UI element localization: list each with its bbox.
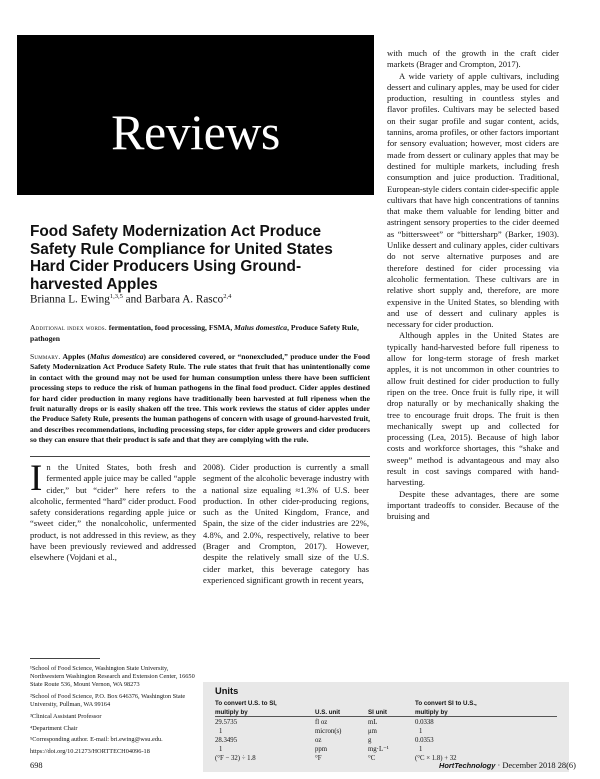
units-divider	[215, 716, 557, 717]
factor-to-us: 1	[419, 728, 423, 735]
header-to-si: To convert U.S. to SI,	[215, 700, 277, 707]
index-words-species: Malus domestica	[234, 323, 288, 332]
reviews-banner	[17, 35, 374, 195]
us-unit: oz	[315, 737, 322, 744]
abstract-text: ) are considered covered, or “nonexcluded,” produce under the Food Safety Modernization Act Produce Safety Rule. The rule states that fruit that has unintentionally come in contact with the ground may not be used for human consumption unless there have been sufficient processing steps to reduce the risk of human pathogens in the final food product. Cider apples destined for hard cider production in many regions have traditionally been harvested at full ripeness when the fruit naturally drops or is easily shaken off the tree. This work reviews the status of cider apples under the Produce Safety Rule, presents the human pathogens of concern with usage of ground-harvested fruit, and describes recommendations, including processing steps, for cider apple growers and cider producers so they can ensure that their product is safe and that they are complying with the rule.	[30, 352, 370, 445]
factor-to-us: 0.0353	[415, 737, 434, 744]
footnote: ¹School of Food Science, Washington State University, Northwestern Washington Research and Extension Center, 16650 State Route 536, Mount Vernon, WA 98273	[30, 665, 195, 689]
units-title: Units	[215, 686, 239, 696]
journal-name: HortTechnology	[439, 761, 496, 770]
body-paragraph: 2008). Cider production is currently a small segment of the alcoholic beverage industry with a national size equaling ≈1.3% of U.S. beer production. In other cider-producing regions, such as the United Kingdom, France, and Spain, the size of the cider industries are 22%, 4.8%, and 2.0%, respectively, relative to beer (Brager and Crompton, 2017). However, despite the relatively small size of the U.S. cider market, this beverage category has experienced significant growth in recent years,	[203, 462, 369, 585]
author-name: Brianna L. Ewing	[30, 293, 110, 306]
article-title: Food Safety Modernization Act Produce Safety Rule Compliance for United States Hard Cider Producers Using Ground-harvested Apples	[30, 223, 333, 293]
footnote: ⁴Department Chair	[30, 724, 78, 732]
author-line	[30, 293, 370, 306]
factor-to-us: (°C × 1.8) + 32	[415, 755, 457, 762]
drop-cap: I	[30, 458, 43, 499]
issue-info: · December 2018 28(6)	[495, 761, 576, 770]
footnotes	[30, 665, 196, 760]
us-unit: fl oz	[315, 719, 328, 726]
section-heading: Reviews	[111, 104, 280, 160]
header-to-si: multiply by	[215, 709, 248, 716]
si-unit: °C	[368, 755, 376, 762]
body-paragraph: n the United States, both fresh and fermented apple juice may be called “apple cider,” but “cider” here refers to the alcoholic, fermented “hard” cider product. Food safety considerations regarding apple juice or “sweet cider,” the nonalcoholic, unfermented product, is not addressed in this review, as they have been previously reviewed and addressed elsewhere (Vojdani et al.,	[30, 462, 196, 563]
author-affiliation: 2,4	[223, 293, 232, 300]
factor-to-si: 28.3495	[215, 737, 238, 744]
footnote: ²School of Food Science, P.O. Box 646376, Washington State University, Pullman, WA 99164	[30, 693, 186, 709]
us-unit: ppm	[315, 746, 328, 753]
index-words	[30, 323, 370, 344]
body-column-1	[30, 458, 196, 564]
units-conversion-box	[203, 682, 569, 772]
si-unit: μm	[368, 728, 377, 735]
page-number: 698	[30, 761, 43, 770]
footnote: ⁵Corresponding author. E-mail: bri.ewing@wsu.edu.	[30, 736, 163, 744]
body-paragraph: with much of the growth in the craft cider markets (Brager and Crompton, 2017).	[387, 48, 559, 70]
si-unit: mL	[368, 719, 378, 726]
footnote: ³Clinical Assistant Professor	[30, 713, 102, 721]
footnote-divider	[30, 658, 100, 659]
index-words-text: fermentation, food processing, FSMA,	[106, 323, 235, 332]
header-us-unit: U.S. unit	[315, 709, 341, 716]
header-to-us: To convert SI to U.S.,	[415, 700, 477, 707]
factor-to-si: 1	[219, 728, 223, 735]
abstract-label: Summary.	[30, 352, 61, 361]
abstract-species: Malus domestica	[89, 352, 144, 361]
si-unit: g	[368, 737, 372, 744]
factor-to-si: 29.5735	[215, 719, 238, 726]
header-to-us: multiply by	[415, 709, 448, 716]
author-name: Barbara A. Rasco	[144, 293, 224, 306]
factor-to-us: 1	[419, 746, 423, 753]
si-unit: mg·L⁻¹	[368, 746, 389, 753]
body-paragraph: Despite these advantages, there are some important tradeoffs to consider. Because of the bruising and	[387, 488, 559, 522]
header-si-unit: SI unit	[368, 709, 387, 716]
factor-to-si: 1	[219, 746, 223, 753]
factor-to-si: (°F − 32) ÷ 1.8	[215, 755, 256, 762]
factor-to-us: 0.0338	[415, 719, 434, 726]
body-column-3	[387, 48, 559, 522]
us-unit: °F	[315, 755, 322, 762]
body-paragraph: A wide variety of apple cultivars, including dessert and culinary apples, may be used for cider production, resulting in countless styles and flavor profiles. Cultivars may be selected based on their sugar profile and sugar content, acids, tannins, aroma profiles, or other factors important for sensory evaluation; however, most ciders are made from dessert or culinary apples that may be destined for multiple markets, including fresh consumption and juice production. Traditional, European-style ciders contain cider-specific apple cultivars that have high concentrations of tannins that make them valuable for lending bitter and astringent sensory properties to the cider deemed as “bittersweet” or “bittersharp” (Barker, 1903). Unlike dessert and culinary apples, cider cultivars do not serve alternative purposes and are therefore destined for cider processing via alcoholic fermentation. These cultivars are in relative short supply and, therefore, are more expensive in the United States, so blending with and use of dessert and culinary apples is necessary for cider production.	[387, 70, 559, 330]
body-column-2	[203, 462, 369, 586]
author-separator: and	[122, 293, 145, 306]
doi-link[interactable]: https://doi.org/10.21273/HORTTECH04096-18	[30, 748, 150, 756]
body-paragraph: Although apples in the United States are typically hand-harvested before full ripeness to allow for long-term storage of fresh market apples, it is not uncommon in other countries to allow fruit destined for cider production to fully ripen on the tree. Once fruit is fully ripe, it will drop naturally or by mechanically shaking the tree to encourage fruit drops. The fruit is then mechanically swept up and collected for processing (Lea, 2015). Because of high labor costs and workforce shortages, this “shake and sweep” method is advantageous and may also result in cost savings compared with hand-harvesting.	[387, 330, 559, 488]
abstract-text: Apples (	[60, 352, 90, 361]
us-unit: micron(s)	[315, 728, 342, 735]
index-words-label: Additional index words.	[30, 323, 107, 332]
abstract	[30, 352, 370, 446]
journal-footer	[439, 761, 576, 770]
author-affiliation: 1,3,5	[109, 293, 123, 300]
divider	[30, 456, 370, 457]
index-words-tail: , Produce Safety Rule, pathogen	[30, 323, 359, 343]
